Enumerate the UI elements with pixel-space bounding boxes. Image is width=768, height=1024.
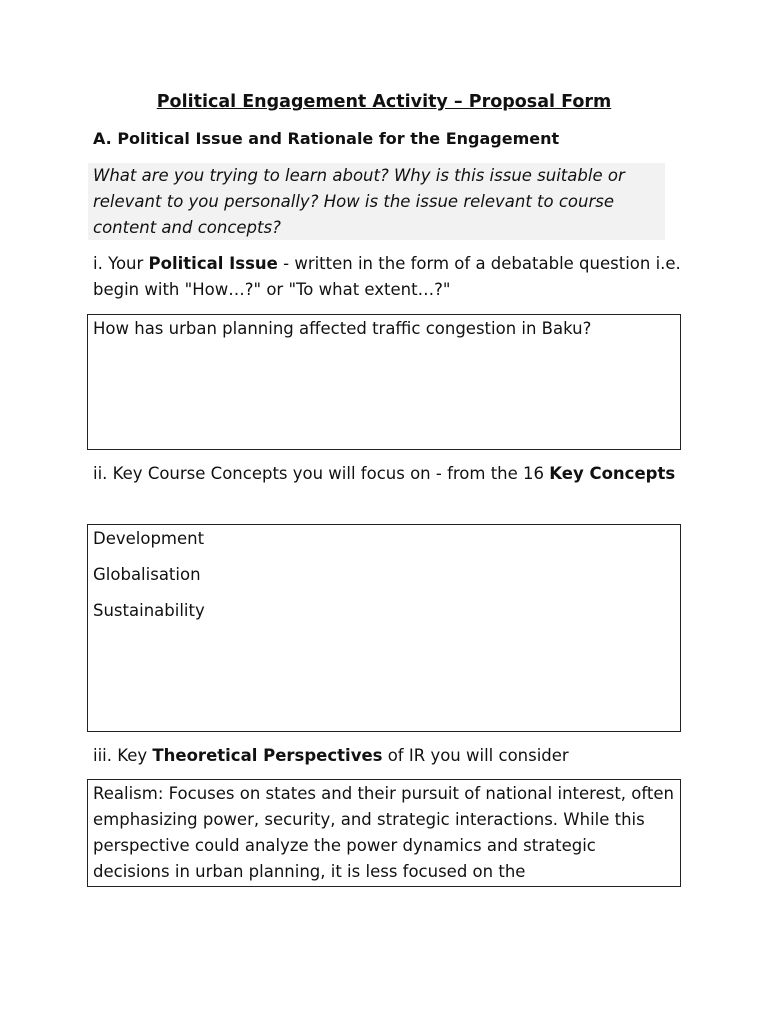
question-2-bold: Key Concepts bbox=[549, 464, 676, 483]
section-a-heading: A. Political Issue and Rationale for the Engagement bbox=[93, 129, 560, 148]
question-1-label bbox=[93, 251, 683, 303]
key-concepts-answer-box[interactable] bbox=[87, 524, 681, 732]
political-issue-answer-box[interactable] bbox=[87, 314, 681, 450]
question-3-bold: Theoretical Perspectives bbox=[152, 746, 383, 765]
question-3-prefix: iii. Key bbox=[93, 746, 153, 765]
political-issue-answer: How has urban planning affected traffic congestion in Baku? bbox=[93, 319, 592, 338]
question-1-suffix: - written in the form of a debatable question i.e. begin with "How…?" or "To what extent…?" bbox=[93, 254, 681, 299]
concept-item: Globalisation bbox=[93, 565, 201, 584]
question-1-bold: Political Issue bbox=[148, 254, 278, 273]
concept-item: Sustainability bbox=[93, 601, 205, 620]
question-2-label bbox=[93, 461, 683, 487]
form-title: Political Engagement Activity – Proposal Form bbox=[156, 92, 612, 112]
question-3-suffix: of IR you will consider bbox=[382, 746, 569, 765]
theoretical-perspectives-answer-box[interactable] bbox=[87, 779, 681, 887]
concept-item: Development bbox=[93, 529, 205, 548]
question-3-label bbox=[93, 743, 683, 769]
question-2-prefix: ii. Key Course Concepts you will focus on - from the 16 bbox=[93, 464, 550, 483]
theoretical-perspectives-answer: Realism: Focuses on states and their pursuit of national interest, often emphasizing power, security, and strategic interactions. While this perspective could analyze the power dynamics and strategic decisions in urban planning, it is less focused on the bbox=[93, 784, 674, 881]
section-a-prompt: What are you trying to learn about? Why is this issue suitable or relevant to you personally? How is the issue relevant to course content and concepts? bbox=[88, 163, 665, 240]
question-1-prefix: i. Your bbox=[93, 254, 149, 273]
